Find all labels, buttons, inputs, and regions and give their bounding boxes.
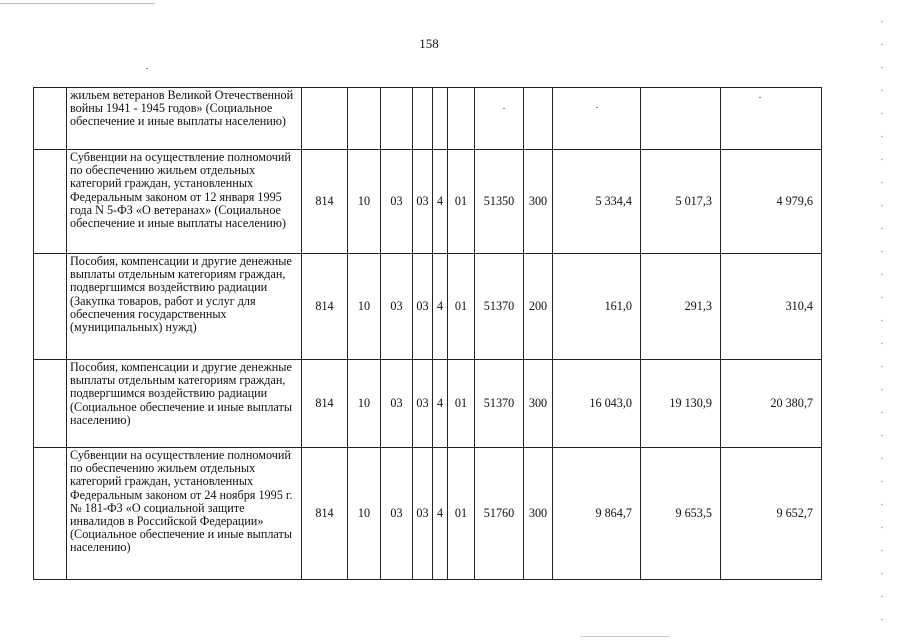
cell-name: Пособия, компенсации и другие денежные выплаты отдельным категориям граждан, подвергшимся воздействию радиации (Закупка товаров, работ и услуг для обеспечения государственных (муниципальных) нужд) [67, 254, 302, 360]
cell-vr: 300 [524, 150, 553, 254]
scan-speck [503, 108, 505, 109]
table-row [34, 150, 822, 254]
table-row [34, 254, 822, 360]
cell-empty [34, 150, 67, 254]
cell-c2: 4 [433, 448, 448, 580]
cell-c1: 03 [413, 360, 433, 448]
cell-c1: 03 [413, 448, 433, 580]
cell-pr: 03 [381, 254, 413, 360]
scan-speck [596, 107, 598, 108]
cell-vr: 300 [524, 448, 553, 580]
cell-c2 [433, 88, 448, 150]
cell-c1: 03 [413, 254, 433, 360]
cell-vr: 300 [524, 360, 553, 448]
cell-rz: 10 [348, 254, 381, 360]
cell-y1 [553, 88, 641, 150]
cell-name: жильем ветеранов Великой Отечественной войны 1941 - 1945 годов» (Социальное обеспечение и иные выплаты населению) [67, 88, 302, 150]
scan-margin-dots [880, 10, 884, 630]
table-row [34, 448, 822, 580]
cell-c2: 4 [433, 254, 448, 360]
cell-y1: 16 043,0 [553, 360, 641, 448]
cell-pr [381, 88, 413, 150]
cell-pr: 03 [381, 448, 413, 580]
cell-name: Пособия, компенсации и другие денежные выплаты отдельным категориям граждан, подвергшимся воздействию радиации (Социальное обеспечение и иные выплаты населению) [67, 360, 302, 448]
cell-rz: 10 [348, 448, 381, 580]
cell-c2: 4 [433, 360, 448, 448]
page-number: 158 [419, 36, 439, 51]
cell-c4 [475, 88, 524, 150]
cell-c4: 51760 [475, 448, 524, 580]
cell-name: Субвенции на осуществление полномочий по обеспечению жильем отдельных категорий граждан, установленных Федеральным законом от 12 января 1995 года N 5-ФЗ «О ветеранах» (Социальное обеспечение и иные выплаты населению) [67, 150, 302, 254]
cell-empty [34, 254, 67, 360]
cell-y2: 291,3 [641, 254, 721, 360]
cell-empty [34, 448, 67, 580]
cell-name: Субвенции на осуществление полномочий по обеспечению жильем отдельных категорий граждан, установленных Федеральным законом от 24 ноября 1995 г. № 181-ФЗ «О социальной защите инвалидов в Российской Федерации» (Социальное обеспечение и иные выплаты населению) [67, 448, 302, 580]
cell-vr [524, 88, 553, 150]
cell-c1: 03 [413, 150, 433, 254]
cell-vr: 200 [524, 254, 553, 360]
cell-y3 [721, 88, 822, 150]
cell-ved: 814 [302, 150, 348, 254]
cell-c3: 01 [448, 150, 475, 254]
scan-speck [146, 68, 148, 69]
cell-ved: 814 [302, 448, 348, 580]
table-row [34, 88, 822, 150]
cell-rz [348, 88, 381, 150]
cell-y1: 5 334,4 [553, 150, 641, 254]
cell-c4: 51370 [475, 360, 524, 448]
cell-ved [302, 88, 348, 150]
scan-edge-line [0, 3, 155, 4]
table-body [34, 88, 822, 580]
cell-c1 [413, 88, 433, 150]
cell-y2: 19 130,9 [641, 360, 721, 448]
cell-pr: 03 [381, 150, 413, 254]
scan-speck [759, 97, 761, 98]
cell-ved: 814 [302, 254, 348, 360]
cell-y3: 9 652,7 [721, 448, 822, 580]
cell-c2: 4 [433, 150, 448, 254]
cell-empty [34, 360, 67, 448]
cell-y3: 20 380,7 [721, 360, 822, 448]
cell-y2: 5 017,3 [641, 150, 721, 254]
cell-y3: 310,4 [721, 254, 822, 360]
table-row [34, 360, 822, 448]
cell-empty [34, 88, 67, 150]
cell-y3: 4 979,6 [721, 150, 822, 254]
cell-pr: 03 [381, 360, 413, 448]
cell-y2 [641, 88, 721, 150]
cell-c4: 51350 [475, 150, 524, 254]
cell-y1: 9 864,7 [553, 448, 641, 580]
budget-table [33, 87, 822, 580]
cell-rz: 10 [348, 360, 381, 448]
cell-y1: 161,0 [553, 254, 641, 360]
cell-y2: 9 653,5 [641, 448, 721, 580]
scan-edge-line [580, 636, 670, 637]
cell-c3: 01 [448, 448, 475, 580]
cell-c3: 01 [448, 254, 475, 360]
cell-ved: 814 [302, 360, 348, 448]
cell-rz: 10 [348, 150, 381, 254]
cell-c3 [448, 88, 475, 150]
cell-c4: 51370 [475, 254, 524, 360]
cell-c3: 01 [448, 360, 475, 448]
